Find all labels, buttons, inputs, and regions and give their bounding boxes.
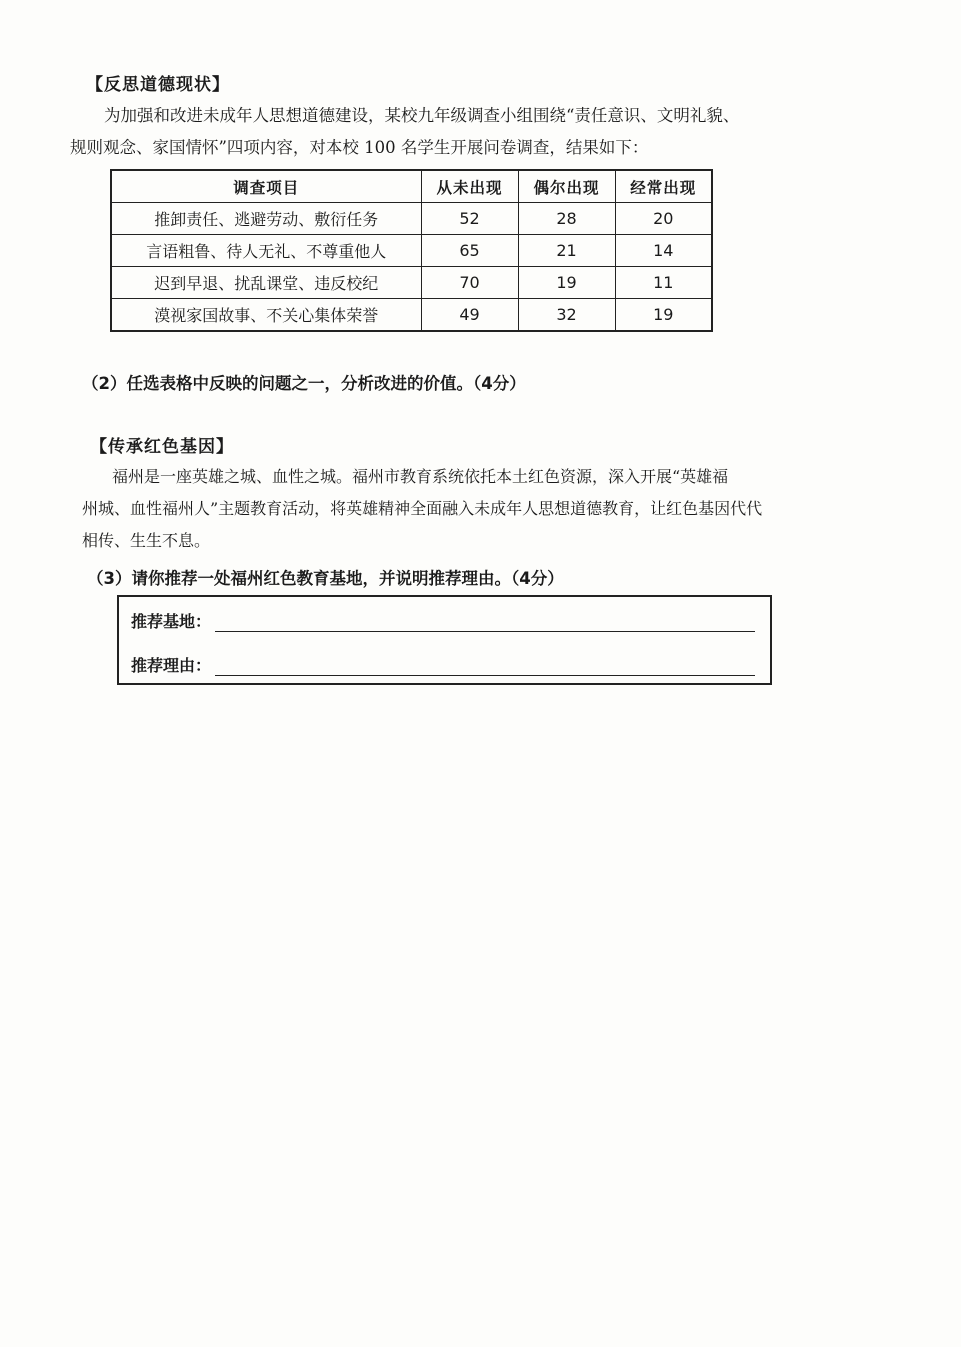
- cell-never: 70: [421, 267, 518, 299]
- section1-paragraph-line-2: 规则观念、家国情怀”四项内容，对本校 100 名学生开展问卷调查，结果如下：: [70, 138, 649, 157]
- section1-paragraph-line-1: 为加强和改进未成年人思想道德建设，某校九年级调查小组围绕“责任意识、文明礼貌、: [104, 106, 740, 125]
- recommend-base-label: 推荐基地：: [131, 612, 212, 631]
- table-row: [111, 203, 712, 235]
- table-row: [111, 235, 712, 267]
- recommend-reason-row: [131, 653, 755, 676]
- answer-box: [117, 595, 772, 685]
- cell-sometimes: 21: [518, 235, 615, 267]
- recommend-base-row: [131, 609, 755, 632]
- cell-item: 推卸责任、逃避劳动、敷衍任务: [111, 203, 421, 235]
- cell-never: 49: [421, 299, 518, 332]
- header-item: 调查项目: [111, 170, 421, 203]
- cell-often: 20: [615, 203, 712, 235]
- cell-never: 52: [421, 203, 518, 235]
- section2-paragraph-line-3: 相传、生生不息。: [82, 531, 211, 550]
- header-often: 经常出现: [615, 170, 712, 203]
- section-title-red-gene: 【传承红色基因】: [90, 437, 234, 457]
- recommend-reason-answer-line[interactable]: [215, 659, 755, 676]
- cell-item: 漠视家国故事、不关心集体荣誉: [111, 299, 421, 332]
- table-row: [111, 267, 712, 299]
- cell-often: 11: [615, 267, 712, 299]
- header-sometimes: 偶尔出现: [518, 170, 615, 203]
- section-title-reflect: 【反思道德现状】: [86, 75, 230, 95]
- cell-sometimes: 28: [518, 203, 615, 235]
- recommend-base-answer-line[interactable]: [215, 615, 755, 632]
- table-header-row: [111, 170, 712, 203]
- cell-sometimes: 32: [518, 299, 615, 332]
- question-3: （3）请你推荐一处福州红色教育基地，并说明推荐理由。（4分）: [87, 569, 564, 588]
- section2-paragraph-line-2: 州城、血性福州人”主题教育活动，将英雄精神全面融入未成年人思想道德教育，让红色基因代代: [82, 499, 763, 518]
- cell-item: 迟到早退、扰乱课堂、违反校纪: [111, 267, 421, 299]
- cell-often: 14: [615, 235, 712, 267]
- cell-often: 19: [615, 299, 712, 332]
- cell-item: 言语粗鲁、待人无礼、不尊重他人: [111, 235, 421, 267]
- recommend-reason-label: 推荐理由：: [131, 656, 212, 675]
- survey-table: [110, 169, 713, 332]
- section2-paragraph-line-1: 福州是一座英雄之城、血性之城。福州市教育系统依托本土红色资源，深入开展“英雄福: [112, 467, 729, 486]
- cell-sometimes: 19: [518, 267, 615, 299]
- question-2: （2）任选表格中反映的问题之一，分析改进的价值。（4分）: [82, 374, 526, 393]
- header-never: 从未出现: [421, 170, 518, 203]
- table-row: [111, 299, 712, 332]
- cell-never: 65: [421, 235, 518, 267]
